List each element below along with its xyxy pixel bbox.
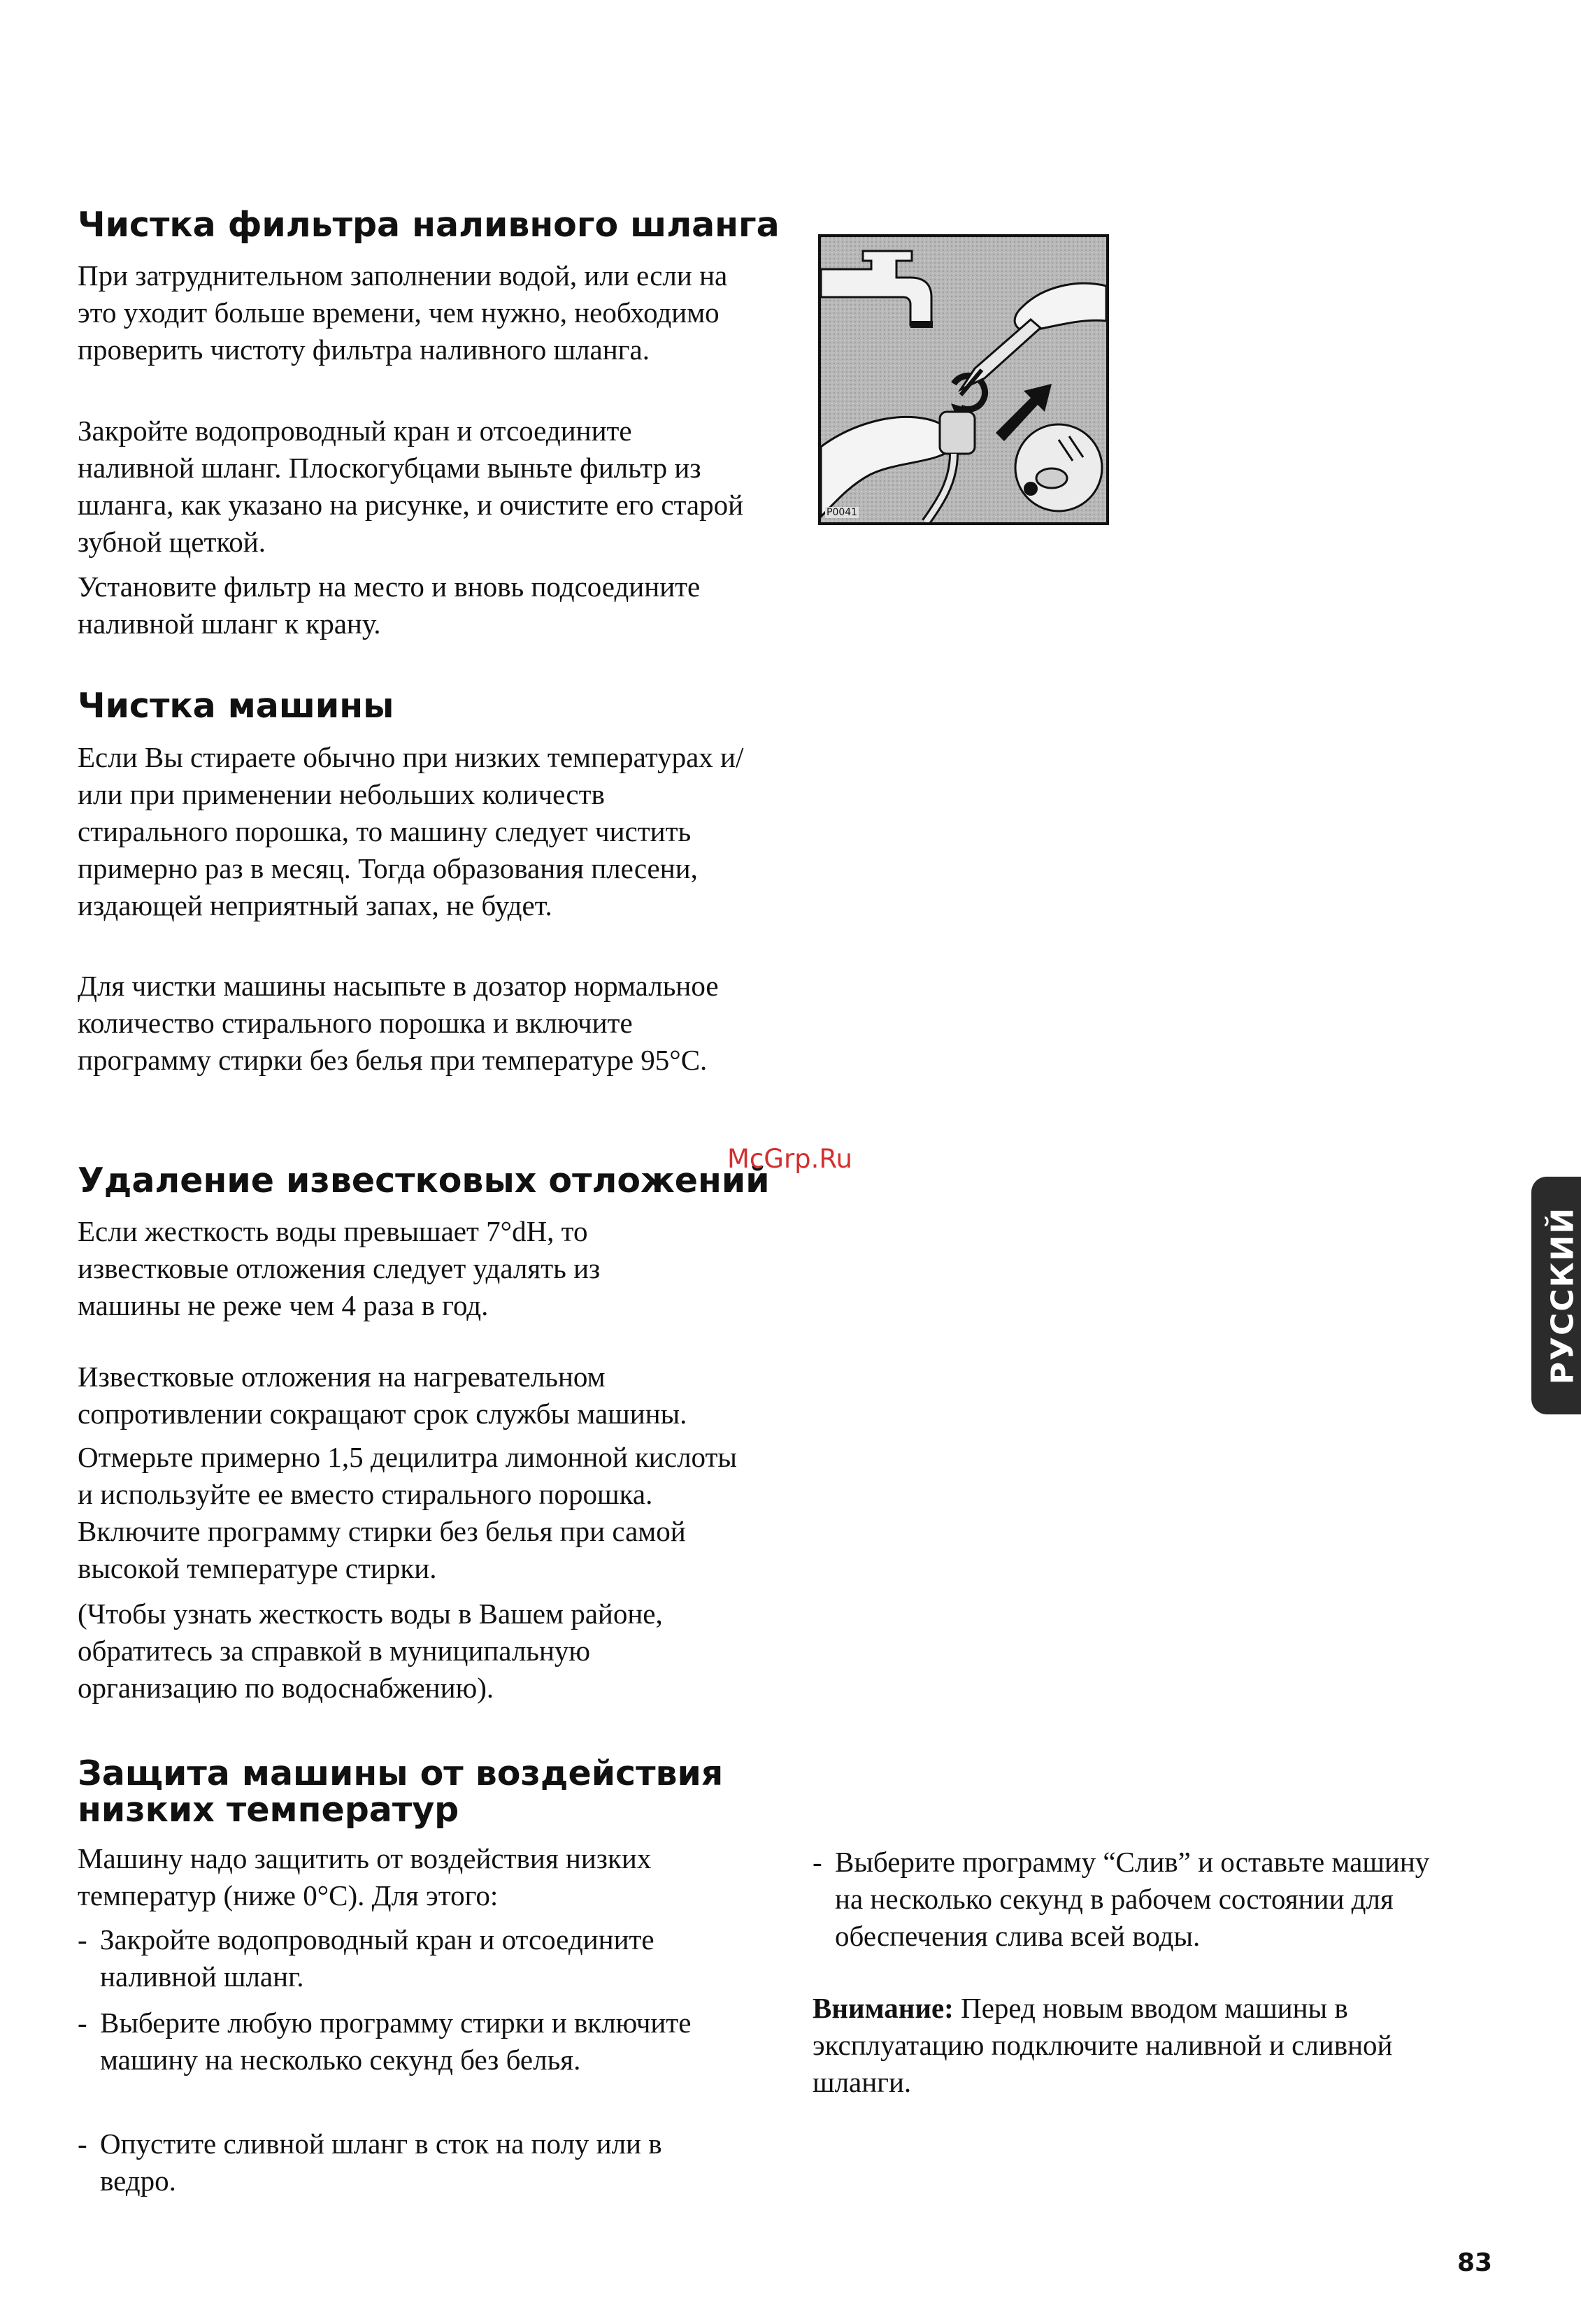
- figure-code-label: P0041: [827, 507, 858, 518]
- heading-frost-protection-line1: Защита машины от воздействия: [78, 1753, 724, 1793]
- heading-filter-cleaning: Чистка фильтра наливного шланга: [78, 205, 780, 245]
- filter-removal-illustration: [818, 234, 1109, 525]
- warning-note: [813, 1990, 1498, 2101]
- watermark-text: McGrp.Ru: [727, 1144, 852, 1174]
- machine-paragraph-2: Для чистки машины насыпьте в дозатор нормальное количество стирального порошка и включите программу стирки без белья при температуре 95°С.: [78, 970, 719, 1076]
- frost-step-3-text: Опустите сливной шланг в сток на полу или в ведро.: [100, 2128, 662, 2197]
- filter-paragraph-3: Установите фильтр на место и вновь подсоедините наливной шланг к крану.: [78, 571, 701, 640]
- heading-limescale-removal: Удаление известковых отложений: [78, 1161, 770, 1200]
- filter-paragraph-1: При затруднительном заполнении водой, или если на это уходит больше времени, чем нужно, необходимо проверить чистоту фильтра наливного шланга.: [78, 259, 728, 366]
- frost-step-1: [78, 1921, 749, 1995]
- tap-pliers-filter-icon: [821, 237, 1106, 522]
- limescale-paragraph-1: Если жесткость воды превышает 7°dH, то известковые отложения следует удалять из машины не реже чем 4 раза в год.: [78, 1215, 601, 1321]
- bullet-dash: -: [78, 2128, 87, 2160]
- frost-intro: Машину надо защитить от воздействия низких температур (ниже 0°С). Для этого:: [78, 1842, 652, 1911]
- frost-step-2-text: Выберите любую программу стирки и включите машину на несколько секунд без белья.: [100, 2007, 692, 2076]
- warning-text: Перед новым вводом машины в эксплуатацию подключите наливной и сливной шланги.: [813, 1992, 1393, 2098]
- bullet-dash: -: [813, 1846, 822, 1878]
- language-side-tab: [1531, 1177, 1581, 1414]
- machine-paragraph-1: Если Вы стираете обычно при низких температурах и/или при применении небольших количеств стирального порошка, то машину следует чистить примерно раз в месяц. Тогда образования плесени, издающей неприятный запах, не будет.: [78, 741, 744, 921]
- frost-step-4: [813, 1844, 1484, 1955]
- filter-paragraph-2: Закройте водопроводный кран и отсоедините наливной шланг. Плоскогубцами выньте фильтр из шланга, как указано на рисунке, и очистите его старой зубной щеткой.: [78, 415, 744, 558]
- limescale-paragraph-3: Отмерьте примерно 1,5 децилитра лимонной кислоты и используйте ее вместо стирального порошка. Включите программу стирки без белья при самой высокой температуре стирки.: [78, 1441, 737, 1584]
- frost-step-3: [78, 2125, 749, 2200]
- warning-label: Внимание:: [813, 1992, 954, 2024]
- frost-step-4-text: Выберите программу “Слив” и оставьте машину на несколько секунд в рабочем состоянии для обеспечения слива всей воды.: [835, 1846, 1430, 1952]
- bullet-dash: -: [78, 2007, 87, 2039]
- page-number: 83: [1457, 2248, 1493, 2277]
- limescale-paragraph-4: (Чтобы узнать жесткость воды в Вашем районе, обратитесь за справкой в муниципальную организацию по водоснабжению).: [78, 1598, 663, 1704]
- limescale-paragraph-2: Известковые отложения на нагревательном сопротивлении сокращают срок службы машины.: [78, 1361, 687, 1430]
- language-tab-label: РУССКИЙ: [1545, 1206, 1581, 1385]
- heading-machine-cleaning: Чистка машины: [78, 686, 394, 726]
- frost-step-1-text: Закройте водопроводный кран и отсоедините наливной шланг.: [100, 1923, 654, 1993]
- frost-step-2: [78, 2004, 749, 2116]
- bullet-dash: -: [78, 1923, 87, 1956]
- heading-frost-protection-line2: низких температур: [78, 1790, 459, 1830]
